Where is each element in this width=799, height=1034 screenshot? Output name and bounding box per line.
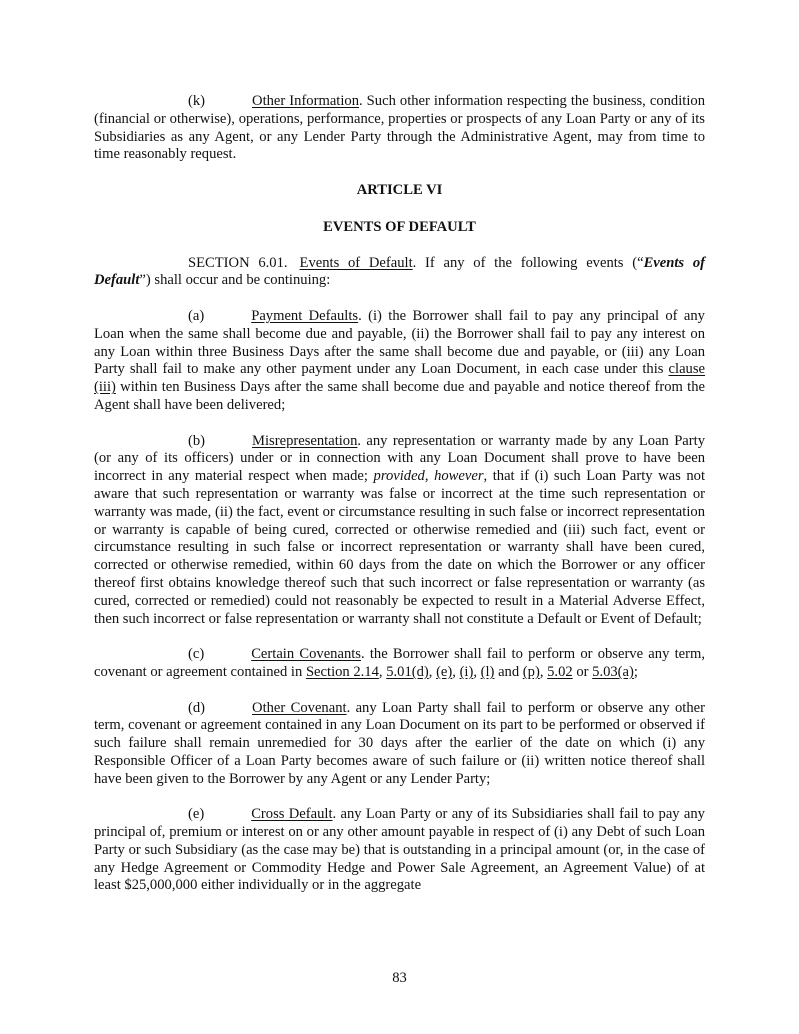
paragraph-b: (b) Misrepresentation. any representation or warranty made by any Loan Party (or any of its officers) under or in connection with any Loan Document shall prove to have been incorrect in any material respect when made; provided, however, that if (i) such Loan Party was not aware that such representation or warranty was false or incorrect at the time such representation or warranty was made, (ii) the fact, event or circumstance resulting in such false or incorrect representation or warranty is capable of being cured, corrected or otherwise remedied and (iii) such fact, event or circumstance resulting in such false or incorrect representation or warranty shall have been cured, corrected or otherwise remedied, within 60 days from the date on which the Borrower or any officer thereof first obtains knowledge thereof such that such incorrect or false representation or warranty (as cured, corrected or remedied) could not reasonably be expected to result in a Material Adverse Effect, then such incorrect or false representation or warranty shall not constitute a Default or Event of Default; (94, 432, 706, 627)
section-reference: 5.01(d) (386, 663, 429, 680)
paragraph-text: . any Loan Party shall fail to perform or observe any other term, covenant or agreement contained in any Loan Document on its part to be performed or observed if such failure shall remain unremedied for 30 days after the earlier of the date on which (i) any Responsible Officer of a Loan Party becomes aware of such failure or (ii) written notice thereof shall have been given to the Borrower by any Agent or any Lender Party; (94, 699, 706, 787)
paragraph-k (94, 93, 705, 164)
section-reference: (p) (522, 663, 540, 680)
paragraph-e (94, 806, 705, 895)
paragraph-text: . any Loan Party or any of its Subsidiaries shall fail to pay any principal of, premium or interest on or any other amount payable in respect of (i) any Debt of such Loan Party or such Subsidiary (as the case may be) that is outstanding in a principal amount (or, in the case of any Hedge Agreement or Commodity Hedge and Power Sale Agreement, an Agreement Value) of at least $25,000,000 either individually or in the aggregate (94, 806, 705, 894)
paragraph-label: (b) (188, 432, 206, 449)
paragraph-text: . Such other information respecting the business, condition (financial or otherwise), operations, performance, properties or prospects of any Loan Party or any of its Subsidiaries as any Agent, or any Lender Party through the Administrative Agent, may from time to time reasonably request. (94, 93, 705, 163)
section-reference: Section 2.14 (305, 663, 379, 680)
clause-reference: clause (iii) (94, 361, 705, 396)
paragraph-label: (d) (188, 699, 206, 716)
article-title: ARTICLE VI (356, 182, 443, 199)
paragraph-heading: Certain Covenants (251, 646, 361, 663)
paragraph-d (94, 700, 705, 789)
paragraph-heading: Other Covenant (252, 699, 347, 716)
section-reference: (i) (459, 663, 474, 680)
article-subtitle: EVENTS OF DEFAULT (323, 218, 476, 235)
defined-term: Events of Default (94, 254, 705, 289)
paragraph-heading: Misrepresentation (252, 432, 358, 449)
section-number: SECTION 6.01. (188, 254, 288, 271)
section-heading: Events of Default (299, 254, 413, 271)
section-reference: (e) (436, 663, 453, 680)
section-reference: (l) (480, 663, 495, 680)
paragraph-heading: Payment Defaults (251, 307, 359, 324)
section-6-01: SECTION 6.01. Events of Default. If any of the following events (“Events of Default”) shall occur and be continuing: (94, 254, 705, 289)
paragraph-heading: Cross Default (251, 806, 333, 823)
paragraph-label: (k) (188, 93, 206, 109)
paragraph-label: (e) (188, 806, 205, 823)
page-number: 83 (392, 970, 407, 986)
section-reference: 5.03(a) (592, 663, 634, 680)
paragraph-heading: Other Information (252, 93, 359, 109)
section-reference: 5.02 (547, 663, 573, 680)
paragraph-a: (a) Payment Defaults. (i) the Borrower shall fail to pay any principal of any Loan when the same shall become due and payable, (ii) the Borrower shall fail to pay any interest on any Loan within three Business Days after the same shall become due and payable, or (iii) any Loan Party shall fail to make any other payment under any Loan Document, in each case under this clause (iii) within ten Business Days after the same shall become due and payable and notice thereof from the Agent shall have been delivered; (94, 307, 705, 413)
paragraph-c: (c) Certain Covenants. the Borrower shall fail to perform or observe any term, covenant or agreement contained in Section 2.14, 5.01(d), (e), (i), (l) and (p), 5.02 or 5.03(a); (94, 646, 705, 680)
paragraph-label: (a) (188, 307, 205, 324)
paragraph-label: (c) (188, 646, 205, 663)
